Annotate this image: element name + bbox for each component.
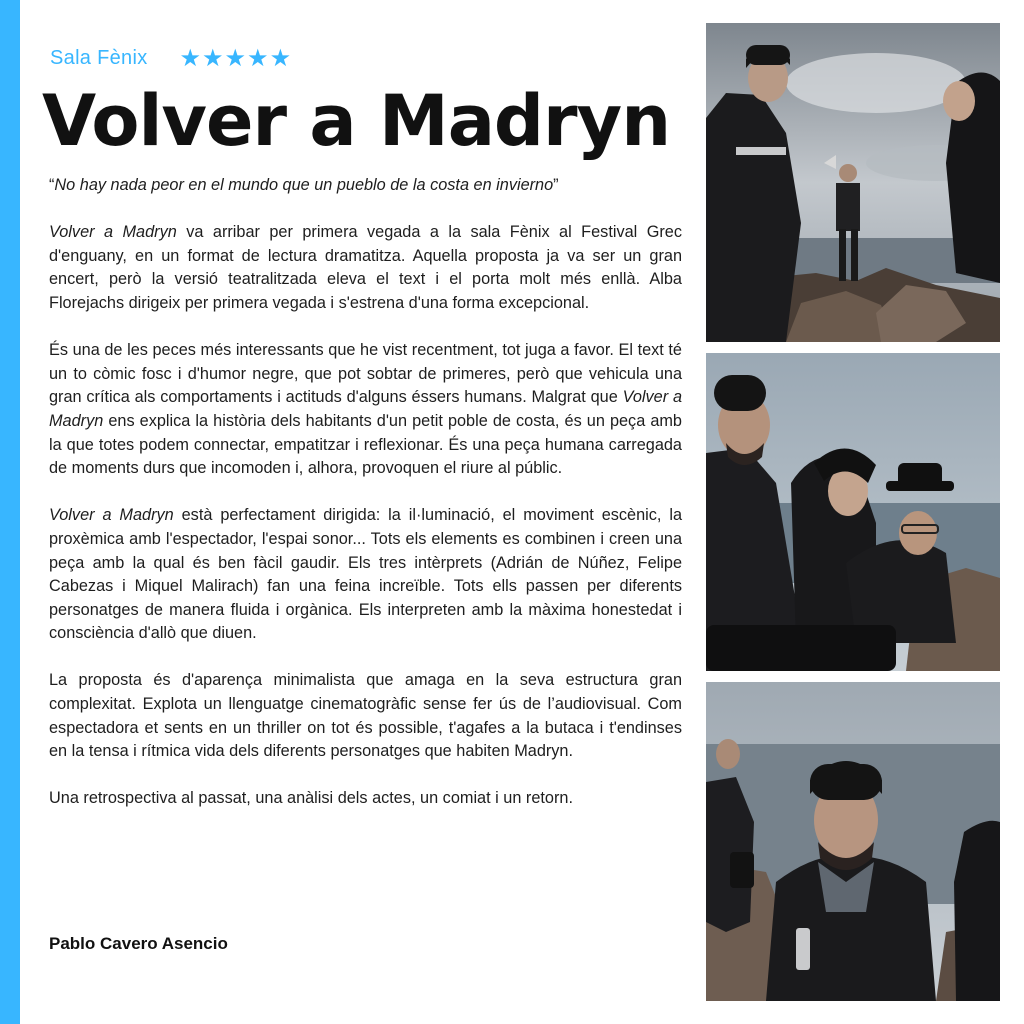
paragraph-5: Una retrospectiva al passat, una anàlisi dels actes, un comiat i un retorn. (49, 789, 573, 808)
page-title: Volver a Madryn (42, 80, 671, 162)
quote-close: ” (553, 176, 559, 194)
play-title-mention: Volver a Madryn (49, 388, 682, 430)
paragraph-3 (49, 504, 682, 646)
photo-actors-group (706, 353, 1000, 671)
rating-stars-icon: ★★★★★ (179, 44, 293, 72)
paragraph-2 (49, 339, 682, 481)
paragraph-1 (49, 221, 682, 315)
play-title-mention: Volver a Madryn (49, 223, 177, 242)
photo-actors-rocks (706, 23, 1000, 342)
photo-actor-gun (706, 682, 1000, 1001)
paragraph-3-text: està perfectament dirigida: la il·luminació, el moviment escènic, la proxèmica amb l'espectador, l'espai sonor... Tots els elements es combinen i creen una peça amb la qual és ben fàcil gaudir. Els tres intèrprets (Adrián de Núñez, Felipe Cabezas i Miquel Malirach) fan una feina increïble. Tots ells passen per diferents personatges de manera fluida i orgànica. Els interpreten amb la màxima honestedat i consciència d'allò que diuen. (49, 506, 683, 643)
quote-open: “ (49, 176, 55, 194)
accent-bar (0, 0, 20, 1024)
header-meta (50, 44, 292, 72)
paragraph-1-text: va arribar per primera vegada a la sala Fènix al Festival Grec d'enguany, en un format de lectura dramatitza. Aquella proposta ja va ser un gran encert, però la versió teatralitzada eleva el text i el porta molt més enllà. Alba Florejachs dirigeix per primera vegada i s'estrena d'una forma excepcional. (49, 223, 682, 312)
paragraph-4: La proposta és d'aparença minimalista que amaga en la seva estructura gran complexitat. Explota un llenguatge cinematogràfic sense fer ús de l’audiovisual. Com espectadora et sents en un thriller on tot és possible, t'agafes a la butaca i t'endinses en la tensa i rítmica vida dels diferents personatges que habiten Madryn. (49, 671, 682, 761)
quote-text: No hay nada peor en el mundo que un pueblo de la costa en invierno (54, 176, 554, 194)
article-body (49, 174, 682, 835)
paragraph-2-text-b: ens explica la història dels habitants d'un petit poble de costa, és un peça amb la que totes podem connectar, empatitzar i reflexionar. És una peça humana carregada de moments durs que incomoden i, alhora, provoquen el riure al públic. (49, 411, 682, 478)
epigraph-quote (49, 174, 682, 198)
author-name: Pablo Cavero Asencio (49, 934, 228, 953)
paragraph-2-text-a: És una de les peces més interessants que he vist recentment, tot juga a favor. El text té un to còmic fosc i d'humor negre, que pot sobtar de primeres, però que vehicula una gran crítica als comportaments i actituds d'alguns éssers humans. Malgrat que (49, 341, 682, 407)
play-title-mention: Volver a Madryn (49, 506, 174, 525)
venue-label: Sala Fènix (50, 46, 148, 69)
